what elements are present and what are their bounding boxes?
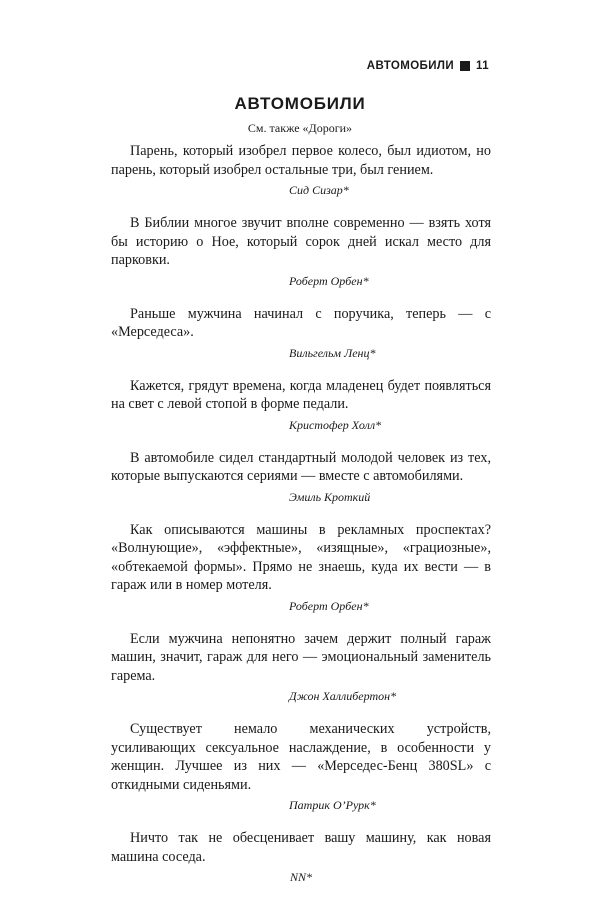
quote-text: Раньше мужчина начинал с поручика, теперь — с «Мерседеса». (111, 305, 491, 340)
quote-item (111, 142, 491, 198)
quote-text: Если мужчина непонятно зачем держит полный гараж машин, значит, гараж для него — эмоциональный заменитель гарема. (111, 630, 491, 684)
header-square-icon (460, 61, 470, 71)
quotes-list (111, 142, 491, 901)
quote-item (111, 377, 491, 433)
quote-text: В автомобиле сидел стандартный молодой человек из тех, которые выпускаются сериями — вместе с автомобилями. (111, 449, 491, 484)
quote-item (111, 829, 491, 885)
quote-author: Роберт Орбен* (289, 598, 369, 613)
quote-item (111, 630, 491, 705)
quote-item (111, 305, 491, 361)
quote-item (111, 720, 491, 813)
quote-item (111, 521, 491, 614)
quote-author: NN* (289, 870, 312, 884)
quote-text: Кажется, грядут времена, когда младенец будет появляться на свет с левой стопой в форме педали. (111, 377, 491, 412)
quote-author: Роберт Орбен* (289, 273, 369, 288)
quote-text: Как описываются машины в рекламных проспектах? «Волнующие», «эффектные», «изящные», «грациозные», «обтекаемой формы». Прямо не знаешь, куда их вести — в гараж или в номер мотеля. (111, 521, 491, 593)
quote-author: Джон Халлибертон* (289, 689, 397, 703)
quote-text: Ничто так не обесценивает вашу машину, как новая машина соседа. (111, 830, 491, 865)
quote-text: Существует немало механических устройств, усиливающих сексуальное наслаждение, в особенности у женщин. Лучшее из них — «Мерседес-Бенц 380SL» с откидными сиденьями. (111, 721, 491, 793)
quote-item (111, 214, 491, 289)
quote-author: Кристофер Холл* (289, 417, 382, 432)
running-header-section: АВТОМОБИЛИ (366, 60, 455, 72)
quote-author: Эмиль Кроткий (289, 489, 371, 504)
running-header (367, 60, 489, 72)
quote-author: Вильгельм Ленц* (289, 345, 376, 360)
quote-author: Патрик О’Рурк* (289, 798, 376, 812)
quote-item (111, 449, 491, 505)
see-also-note: См. также «Дороги» (247, 121, 353, 135)
quote-text: В Библии многое звучит вполне современно — взять хотя бы историю о Ное, который сорок дней искал место для парковки. (111, 215, 491, 268)
page-number: 11 (476, 60, 489, 72)
section-title: АВТОМОБИЛИ (234, 94, 366, 113)
quote-author: Сид Сизар* (289, 183, 349, 197)
quote-text: Парень, который изобрел первое колесо, был идиотом, но парень, который изобрел остальные три, был гением. (111, 143, 491, 178)
